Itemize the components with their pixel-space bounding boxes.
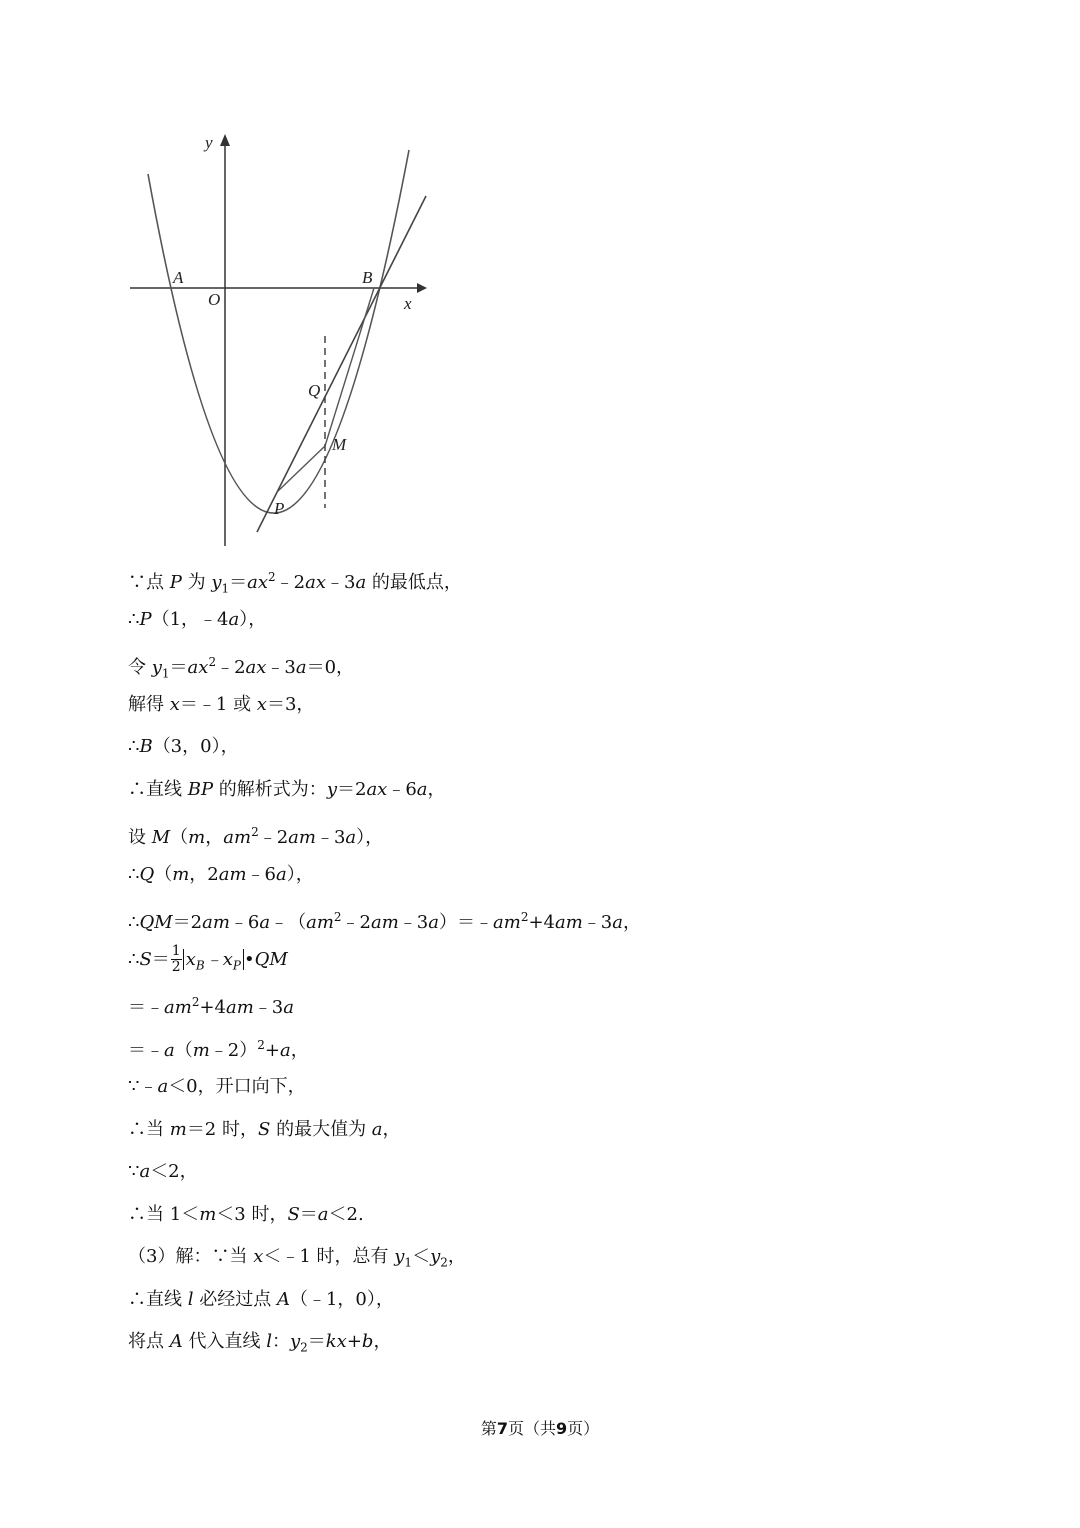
solution-line-15: ∵a＜2，: [128, 1161, 198, 1182]
footer-suffix: 页）: [567, 1419, 600, 1438]
chord-mb: [325, 288, 374, 446]
line-bp: [257, 196, 426, 532]
label-x: x: [404, 294, 412, 313]
label-q: Q: [308, 381, 321, 400]
page-footer: [0, 1416, 1080, 1439]
solution-line-16: ∴当 1＜m＜3 时，S＝a＜2.: [128, 1203, 364, 1225]
solution-line-5: ∴B（3，0），: [128, 736, 239, 757]
solution-line-18: ∴直线 l 必经过点 A（﹣1，0），: [128, 1288, 394, 1310]
solution-line-13: ∵﹣a＜0，开口向下，: [128, 1076, 306, 1097]
solution-line-19: 将点 A 代入直线 l：$y_2=kx+b$，: [128, 1331, 392, 1355]
solution-line-3: 令 $y_1=ax^2﹣2ax﹣3a=0$，: [128, 655, 355, 681]
label-m: M: [332, 435, 347, 454]
solution-line-9: $\therefore QM=2am﹣6a﹣(am^2﹣2am﹣3a)=﹣am^2+4am﹣3a$，: [128, 910, 641, 933]
parabola-figure: [125, 128, 435, 550]
solution-line-6: ∴直线 BP 的解析式为：y＝2ax﹣6a，: [128, 778, 446, 800]
parabola-curve: [148, 150, 409, 513]
label-a: A: [173, 268, 184, 287]
solution-line-7: 设 M（m，$am^2﹣2am﹣3a$），: [128, 825, 384, 848]
footer-page-number: 7: [496, 1419, 508, 1438]
solution-line-8: ∴Q（m，2am﹣6a），: [128, 863, 314, 885]
chord-pm: [277, 446, 325, 492]
solution-line-1: ∵点 P 为 $y_1=ax^2﹣2ax﹣3a$ 的最低点，: [128, 570, 462, 596]
label-o: O: [208, 290, 221, 309]
label-b: B: [362, 268, 373, 287]
footer-total-pages: 9: [556, 1419, 568, 1438]
solution-line-12: ＝﹣a（m﹣2）$^2$+a，: [128, 1037, 309, 1061]
solution-line-17: （3）解：∵当 x＜﹣1 时，总有 $y_1<y_2$，: [128, 1246, 466, 1270]
footer-middle: 页（共: [507, 1419, 556, 1438]
solution-line-11: $=﹣am^2+4am﹣3a$: [128, 995, 294, 1018]
footer-prefix: 第: [480, 1419, 497, 1438]
solution-text: [128, 556, 1028, 1364]
solution-line-14: ∴当 m＝2 时，S 的最大值为 a，: [128, 1118, 401, 1140]
x-axis-arrow: [417, 283, 427, 293]
solution-line-10: ∴S＝ $\frac{1}{2}$ $x_B﹣x_P$ •QM: [128, 943, 288, 975]
solution-line-2: ∴P（1，﹣4a），: [128, 608, 267, 630]
solution-line-4: 解得 x＝﹣1 或 x＝3，: [128, 693, 315, 715]
y-axis-arrow: [220, 134, 230, 146]
label-y: y: [205, 133, 213, 152]
label-p: P: [274, 499, 285, 518]
